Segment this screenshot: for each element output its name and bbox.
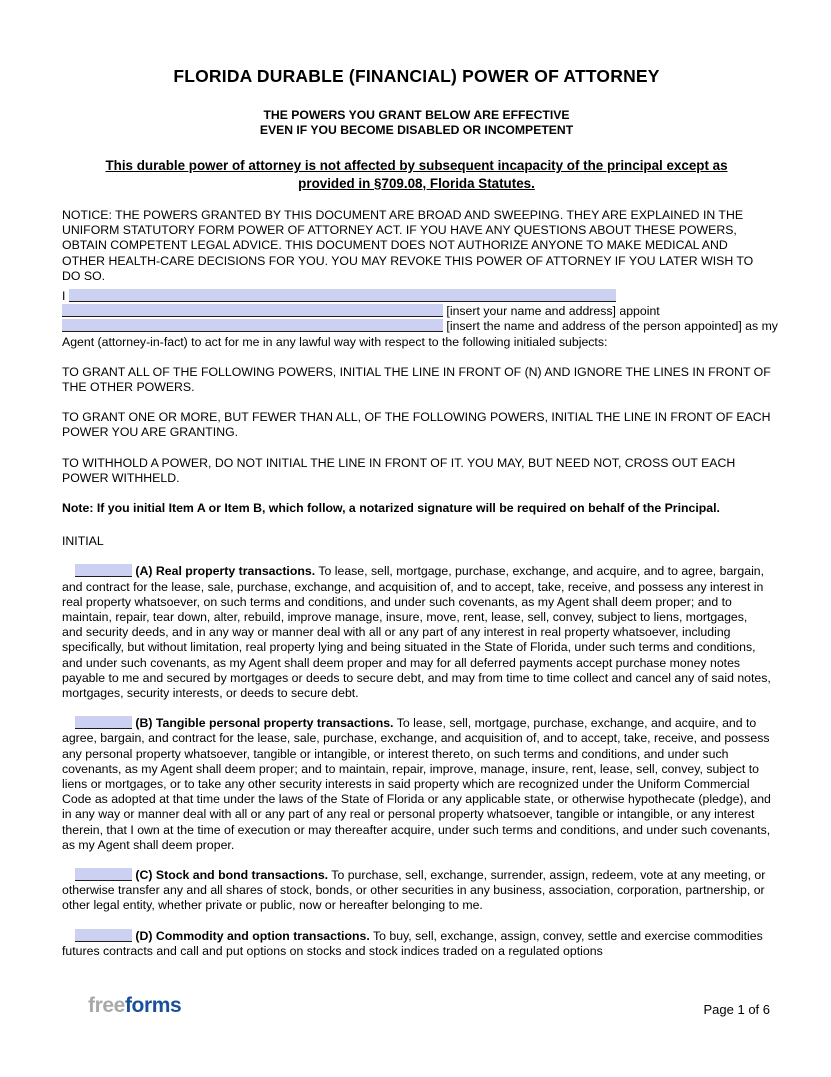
agent-name-address-label: [insert the name and address of the person appointed] as my [446,319,778,334]
effectiveness-line-1: THE POWERS YOU GRANT BELOW ARE EFFECTIVE [263,108,570,122]
appointment-line-principal-address [62,304,771,319]
power-d-heading: (D) Commodity and option transactions. [135,928,370,943]
power-d-body: To buy, sell, exchange, assign, convey, settle and exercise commodities futures contracts and call and put options on stocks and stock indices traded on a regulated options [62,928,763,958]
effectiveness-notice [62,108,771,137]
power-b-body: To lease, sell, mortgage, purchase, exchange, and acquire, and to agree, bargain, and contract for the lease, sale, purchase, exchange, and acquisition of, and to accept, take, receive, and possess any personal property whatsoever, tangible or intangible, or interest thereto, on such terms and conditions, and under such covenants, as my Agent shall deem proper; and to maintain, repair, improve, manage, insure, rent, lease, sell, convey, subject to liens or mortgages, or to take any other security interests in said property which are recognized under the Uniform Commercial Code as adopted at that time under the laws of the State of Florida or any applicable state, or otherwise hypothecate (pledge), and in any way or manner deal with all or any part of any real or personal property whatsoever, tangible or intangible, or any interest therein, that I own at the time of execution or may thereafter acquire, under such terms and conditions, and under such covenants, as my Agent shall deem proper. [62,716,771,852]
appointment-section [62,289,778,350]
power-item-b [62,716,771,853]
logo-forms-text: forms [124,994,182,1017]
grant-all-instruction: TO GRANT ALL OF THE FOLLOWING POWERS, INITIAL THE LINE IN FRONT OF (N) AND IGNORE THE LINES IN FRONT OF THE OTHER POWERS. [62,364,771,394]
power-item-d [62,929,771,959]
notarization-note: Note: If you initial Item A or Item B, which follow, a notarized signature will be required on behalf of the Principal. [62,500,720,515]
principal-address-blank[interactable] [62,304,443,317]
appointment-line-agent [62,319,778,334]
withhold-instruction: TO WITHHOLD A POWER, DO NOT INITIAL THE LINE IN FRONT OF IT. YOU MAY, BUT NEED NOT, CROSS OUT EACH POWER WITHHELD. [62,455,736,485]
power-d-initial-blank[interactable] [75,929,132,942]
power-a-body: To lease, sell, mortgage, purchase, exchange, and acquire, and to agree, bargain, and contract for the lease, sale, purchase, exchange, and acquisition of, and to accept, take, receive, and possess any interest in real property whatsoever, on such terms and conditions, and under such covenants, as my Agent shall deem proper; and to maintain, repair, tear down, alter, rebuild, improve manage, insure, move, rent, lease, sell, convey, subject to liens, mortgages, and security deeds, and in any way or manner deal with all or any part of any interest in real property whatsoever, including specifically, but without limitation, real property lying and being situated in the State of Florida, under such terms and conditions, and under such covenants, as my Agent shall deem proper and may for all deferred payments accept purchase money notes payable to me and secured by mortgages or deeds to secure debt, and may from time to time collect and cancel any of said notes, mortgages, security interests, or deeds to secure debt. [62,564,771,701]
power-item-c [62,868,771,914]
power-c-initial-blank[interactable] [75,868,132,881]
freeforms-logo [88,994,181,1018]
grant-some-instruction: TO GRANT ONE OR MORE, BUT FEWER THAN ALL, OF THE FOLLOWING POWERS, INITIAL THE LINE IN FRONT OF EACH POWER YOU ARE GRANTING. [62,410,771,440]
page-title: FLORIDA DURABLE (FINANCIAL) POWER OF ATTORNEY [173,66,660,86]
principal-prefix: I [62,289,66,304]
appointment-line-principal [62,289,771,304]
power-a-initial-blank[interactable] [75,564,132,577]
power-c-body: To purchase, sell, exchange, surrender, assign, redeem, vote at any meeting, or otherwise transfer any and all shares of stock, bonds, or other securities in any business, association, corporation, partnership, or other legal entity, whether private or public, now or hereafter belonging to me. [62,868,766,913]
page-indicator: Page 1 of 6 [703,1002,770,1017]
principal-name-blank[interactable] [69,289,616,302]
power-a-heading: (A) Real property transactions. [135,564,316,579]
appointment-continuation: Agent (attorney-in-fact) to act for me in any lawful way with respect to the following initialed subjects: [62,334,608,349]
power-b-initial-blank[interactable] [75,716,132,729]
power-item-a [62,564,771,701]
initial-label: INITIAL [62,534,104,549]
effectiveness-line-2: EVEN IF YOU BECOME DISABLED OR INCOMPETENT [259,122,574,137]
principal-name-address-label: [insert your name and address] appoint [446,304,660,319]
power-b-heading: (B) Tangible personal property transactions. [135,716,394,731]
logo-free-text: free [88,994,125,1017]
agent-name-address-blank[interactable] [62,319,443,332]
durability-clause: This durable power of attorney is not affected by subsequent incapacity of the principal except as provided in §709.08, Florida Statutes. [105,158,728,191]
notice-paragraph: NOTICE: THE POWERS GRANTED BY THIS DOCUMENT ARE BROAD AND SWEEPING. THEY ARE EXPLAINED IN THE UNIFORM STATUTORY FORM POWER OF ATTORNEY ACT. IF YOU HAVE ANY QUESTIONS ABOUT THESE POWERS, OBTAIN COMPETENT LEGAL ADVICE. THIS DOCUMENT DOES NOT AUTHORIZE ANYONE TO MAKE MEDICAL AND OTHER HEALTH-CARE DECISIONS FOR YOU. YOU MAY REVOKE THIS POWER OF ATTORNEY IF YOU LATER WISH TO DO SO. [62,208,754,283]
power-c-heading: (C) Stock and bond transactions. [135,868,329,883]
